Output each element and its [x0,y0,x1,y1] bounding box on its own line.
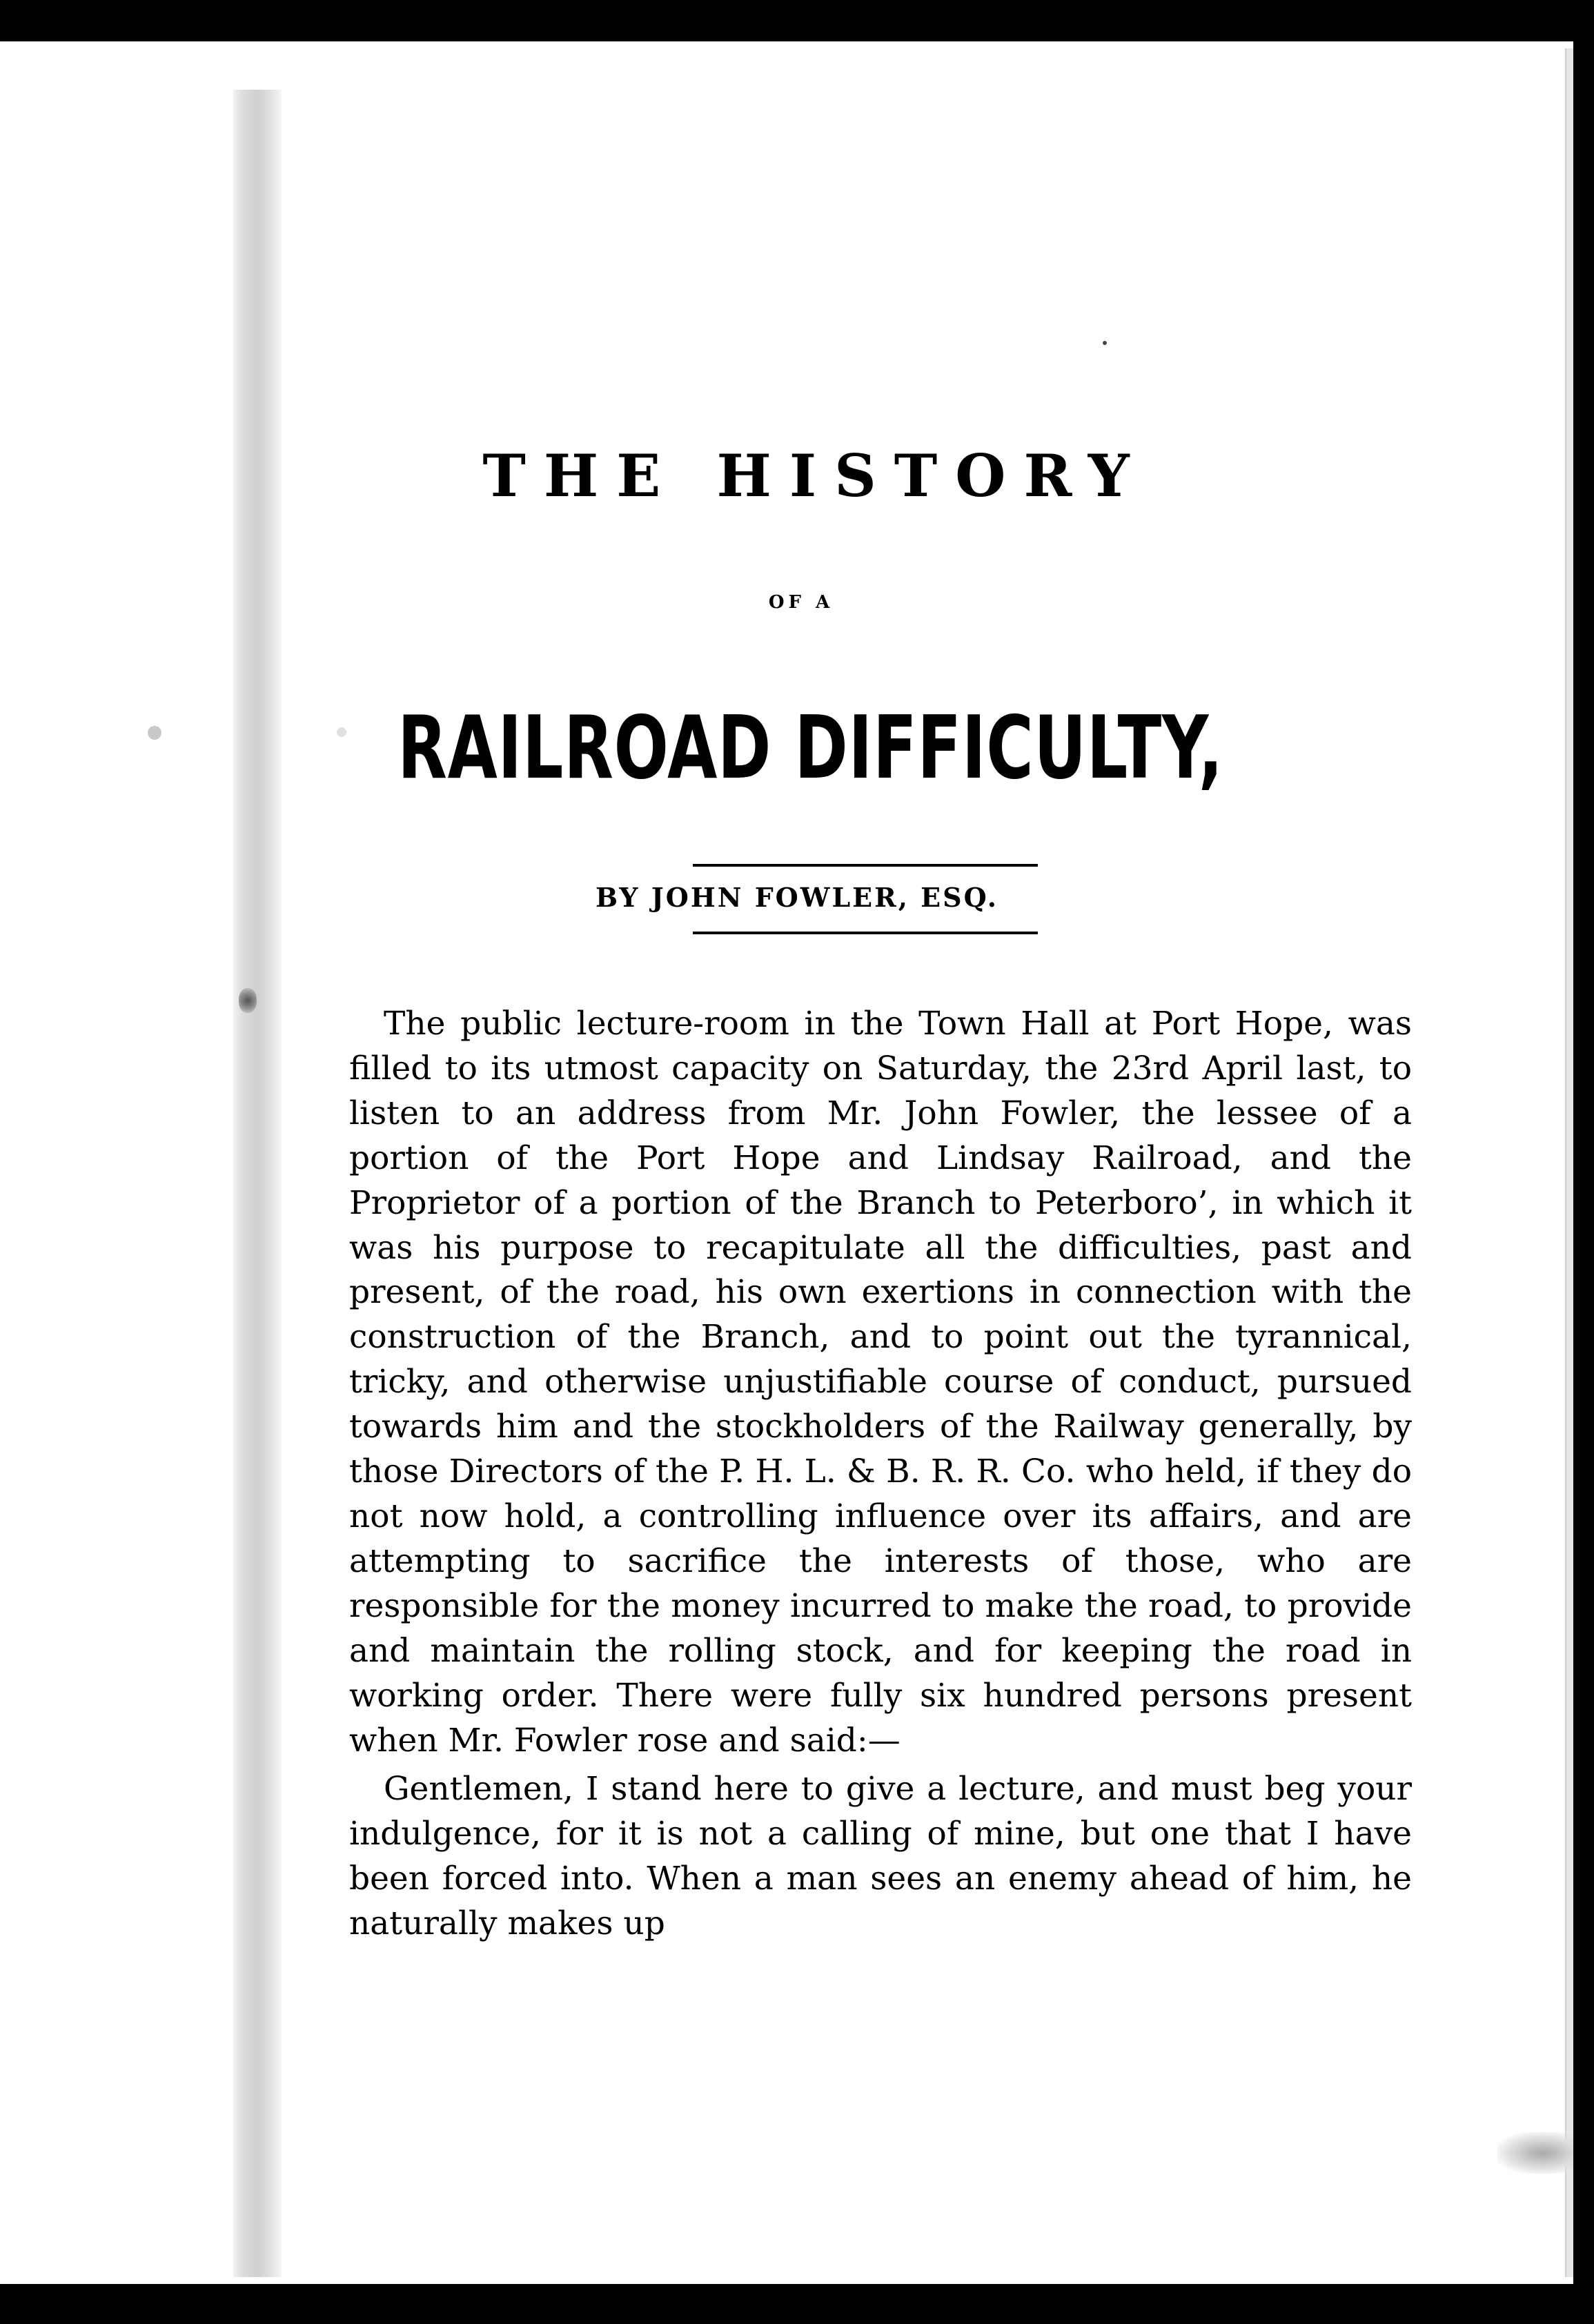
rule-below-byline [693,932,1038,934]
binding-hole-mark [239,988,257,1013]
binding-gutter [233,90,282,2277]
title-line-history: THE HISTORY [482,442,1148,510]
title-line-of-a: OF A [768,592,834,613]
binding-hole-mark [148,726,161,740]
body-text [349,1002,1412,1947]
paragraph: The public lecture-room in the Town Hall at Port Hope, was filled to its utmost capacity on Saturday, the 23rd April last, to listen to an address from Mr. John Fowler, the lessee of a portion of the Port Hope and Lindsay Railroad, and the Proprietor of a portion of the Branch to Peterboro’, in which it was his purpose to recapitulate all the difficulties, past and present, of the road, his own exertions in connection with the construction of the Branch, and to point out the tyrannical, tricky, and otherwise unjustifiable course of conduct, pursued towards him and the stockholders of the Railway generally, by those Directors of the P. H. L. & B. R. R. Co. who held, if they do not now hold, a controlling influence over its affairs, and are attempting to sacrifice the interests of those, who are responsible for the money incurred to make the road, to provide and maintain the rolling stock, and for keeping the road in working order. There were fully six hundred persons present when Mr. Fowler rose and said:— [349,1005,1412,1760]
rule-above-byline [693,864,1038,867]
byline: BY JOHN FOWLER, ESQ. [595,882,999,913]
page-edge [1565,48,1573,2277]
corner-smudge [1497,2132,1573,2174]
title-line-railroad-difficulty: RAILROAD DIFFICULTY, [397,697,1223,798]
ink-speck [1103,341,1107,345]
paragraph: Gentlemen, I stand here to give a lecture, and must beg your indulgence, for it is not a calling of mine, but one that I have been forced into. When a man sees an enemy ahead of him, he naturally makes up [349,1770,1412,1943]
